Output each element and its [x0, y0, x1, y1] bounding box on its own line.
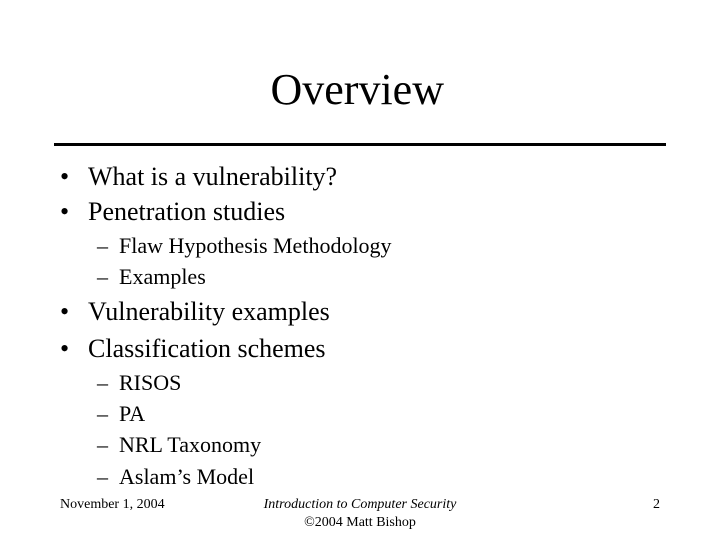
sub-item	[97, 372, 181, 394]
dash-icon: –	[97, 401, 108, 426]
bullet-item	[60, 164, 337, 190]
dash-icon: –	[97, 370, 108, 395]
bullet-item	[60, 299, 330, 325]
bullet-item	[60, 336, 326, 362]
bullet-item	[60, 199, 285, 225]
bullet-text: Penetration studies	[88, 197, 286, 226]
bullet-icon: •	[60, 162, 70, 191]
sub-item-text: NRL Taxonomy	[119, 432, 262, 457]
sub-item-text: PA	[119, 401, 146, 426]
page-number: 2	[653, 497, 660, 512]
sub-item-text: RISOS	[119, 370, 182, 395]
dash-icon: –	[97, 432, 108, 457]
footer-course-title: Introduction to Computer Security	[263, 497, 457, 512]
bullet-icon: •	[60, 297, 70, 326]
bullet-icon: •	[60, 334, 70, 363]
sub-item	[97, 403, 145, 425]
bullet-icon: •	[60, 197, 70, 226]
dash-icon: –	[97, 264, 108, 289]
title-divider	[54, 143, 666, 146]
sub-item	[97, 466, 254, 488]
footer-copyright: ©2004 Matt Bishop	[304, 515, 416, 531]
dash-icon: –	[97, 464, 108, 489]
sub-item-text: Examples	[119, 264, 206, 289]
sub-item-text: Aslam’s Model	[119, 464, 255, 489]
dash-icon: –	[97, 233, 108, 258]
bullet-text: What is a vulnerability?	[88, 162, 338, 191]
sub-item	[97, 434, 261, 456]
slide-title: Overview	[270, 65, 444, 114]
footer-date: November 1, 2004	[60, 497, 165, 512]
sub-item	[97, 235, 392, 257]
bullet-text: Classification schemes	[88, 334, 326, 363]
bullet-text: Vulnerability examples	[88, 297, 330, 326]
sub-item-text: Flaw Hypothesis Methodology	[119, 233, 392, 258]
footer-course-info	[240, 496, 480, 532]
sub-item	[97, 266, 206, 288]
